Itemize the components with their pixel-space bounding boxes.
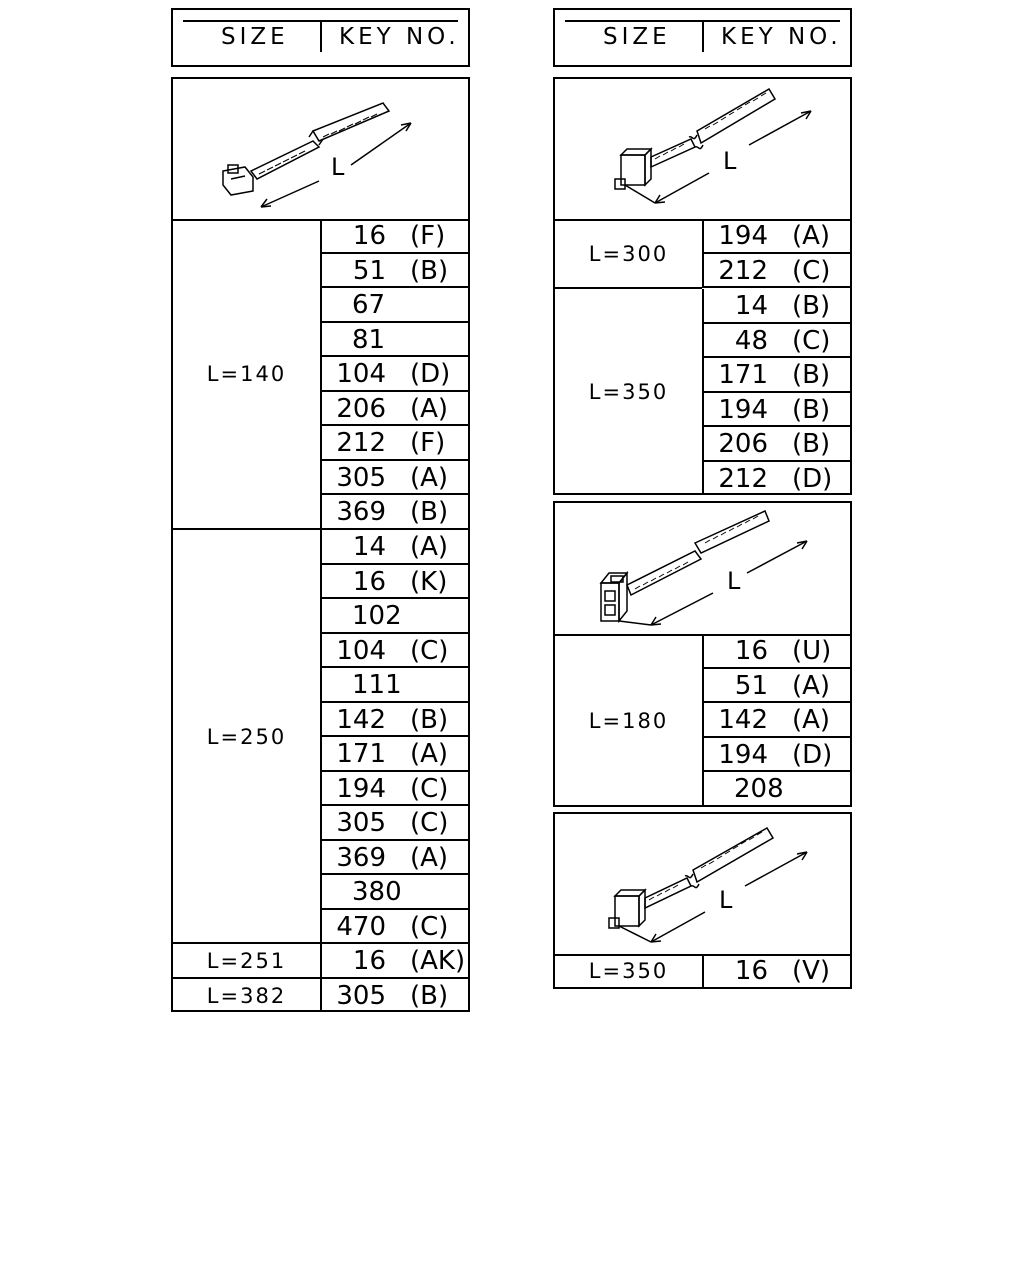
key-number: 16 <box>734 636 768 666</box>
key-number: 206 <box>718 429 768 459</box>
key-row <box>322 495 468 530</box>
key-row <box>322 357 468 392</box>
key-suffix: (D) <box>792 463 833 494</box>
key-row <box>704 219 850 254</box>
key-row <box>704 254 850 289</box>
header-key-label: KEY NO. <box>721 24 842 50</box>
key-number: 16 <box>352 221 386 251</box>
key-row <box>704 954 850 989</box>
key-row <box>704 427 850 462</box>
key-list <box>320 944 468 979</box>
key-number: 305 <box>336 808 386 838</box>
key-number: 369 <box>336 842 386 873</box>
header-divider <box>702 22 704 52</box>
key-number: 206 <box>336 393 386 424</box>
cable-tie-illustration-d <box>555 814 850 956</box>
key-number: 67 <box>352 290 386 320</box>
key-suffix: (B) <box>410 981 449 1011</box>
key-row <box>322 254 468 289</box>
key-suffix: (F) <box>410 428 446 458</box>
cable-tie-drawing <box>555 79 850 219</box>
key-row <box>704 669 850 704</box>
key-suffix: (A) <box>792 705 831 735</box>
key-row <box>322 288 468 323</box>
key-list <box>702 289 850 493</box>
key-number: 194 <box>336 773 386 804</box>
size-cell: L=251 <box>206 949 287 974</box>
header-key-label: KEY NO. <box>339 24 460 50</box>
key-suffix: (A) <box>410 462 449 493</box>
key-row <box>704 462 850 497</box>
key-suffix: (B) <box>410 255 449 286</box>
key-suffix: (C) <box>792 325 831 356</box>
key-number: 305 <box>336 462 386 493</box>
key-row <box>704 772 850 807</box>
key-row <box>322 875 468 910</box>
key-list <box>320 530 468 944</box>
right-parts-table-3 <box>553 812 852 989</box>
key-suffix: (D) <box>792 739 833 770</box>
size-cell: L=250 <box>206 725 287 749</box>
key-row <box>322 323 468 358</box>
key-number: 16 <box>352 946 386 976</box>
size-cell: L=350 <box>588 380 669 404</box>
key-number: 51 <box>352 255 386 286</box>
key-suffix: (A) <box>792 670 831 701</box>
key-number: 194 <box>718 394 768 425</box>
cable-tie-drawing <box>555 814 850 954</box>
key-row <box>322 426 468 461</box>
right-header <box>553 8 852 67</box>
key-suffix: (B) <box>410 704 449 735</box>
key-number: 369 <box>336 497 386 527</box>
left-parts-table <box>171 77 470 1012</box>
right-parts-table-2 <box>553 501 852 807</box>
key-number: 142 <box>718 705 768 735</box>
cable-tie-illustration-c <box>555 503 850 636</box>
key-number: 212 <box>718 463 768 494</box>
left-header <box>171 8 470 67</box>
cable-tie-drawing <box>555 503 850 634</box>
key-number: 470 <box>336 911 386 942</box>
key-row <box>704 358 850 393</box>
header-size-label: SIZE <box>221 24 289 50</box>
key-number: 194 <box>718 221 768 251</box>
key-row <box>322 565 468 600</box>
key-row <box>704 393 850 428</box>
key-suffix: (C) <box>410 808 449 838</box>
dimension-label-l: L <box>723 147 737 175</box>
key-number: 104 <box>336 635 386 666</box>
key-row <box>322 530 468 565</box>
key-suffix: (V) <box>792 956 831 986</box>
key-suffix: (K) <box>410 566 448 597</box>
size-cell: L=180 <box>588 708 669 733</box>
key-number: 212 <box>336 428 386 458</box>
size-cell: L=300 <box>588 241 669 266</box>
key-row <box>322 219 468 254</box>
key-suffix: (A) <box>792 221 831 251</box>
key-row <box>322 910 468 945</box>
key-row <box>322 461 468 496</box>
key-number: 14 <box>352 532 386 562</box>
key-row <box>704 324 850 359</box>
key-suffix: (AK) <box>410 946 466 976</box>
key-suffix: (A) <box>410 739 449 769</box>
key-row <box>322 806 468 841</box>
key-list <box>702 954 850 987</box>
key-suffix: (A) <box>410 393 449 424</box>
key-list <box>320 979 468 1010</box>
key-number: 212 <box>718 255 768 286</box>
key-row <box>322 772 468 807</box>
size-cell: L=382 <box>206 983 287 1008</box>
key-suffix: (B) <box>792 429 831 459</box>
right-parts-table-1 <box>553 77 852 495</box>
header-divider <box>320 22 322 52</box>
key-number: 171 <box>718 360 768 390</box>
key-number: 111 <box>352 670 402 700</box>
key-row <box>322 737 468 772</box>
key-suffix: (C) <box>410 635 449 666</box>
key-suffix: (C) <box>410 911 449 942</box>
key-number: 16 <box>352 566 386 597</box>
key-row <box>322 392 468 427</box>
key-row <box>704 289 850 324</box>
key-number: 102 <box>352 601 402 631</box>
key-number: 142 <box>336 704 386 735</box>
key-suffix: (B) <box>792 360 831 390</box>
key-number: 208 <box>734 774 784 804</box>
key-number: 194 <box>718 739 768 770</box>
key-row <box>322 841 468 876</box>
key-row <box>704 634 850 669</box>
cable-tie-drawing <box>173 79 468 219</box>
key-number: 104 <box>336 359 386 389</box>
size-cell: L=350 <box>588 958 669 983</box>
key-number: 81 <box>352 324 386 355</box>
key-row <box>322 979 468 1014</box>
key-suffix: (A) <box>410 842 449 873</box>
key-suffix: (D) <box>410 359 451 389</box>
key-number: 305 <box>336 981 386 1011</box>
key-row <box>322 703 468 738</box>
key-list <box>702 219 850 288</box>
key-row <box>704 703 850 738</box>
key-row <box>322 668 468 703</box>
key-row <box>704 738 850 773</box>
size-cell: L=140 <box>206 362 287 387</box>
key-suffix: (C) <box>410 773 449 804</box>
key-list <box>320 219 468 530</box>
dimension-label-l: L <box>719 886 733 914</box>
key-suffix: (U) <box>792 636 832 666</box>
key-suffix: (C) <box>792 255 831 286</box>
key-list <box>702 634 850 805</box>
dimension-label-l: L <box>331 153 345 181</box>
key-row <box>322 599 468 634</box>
cable-tie-illustration-b <box>555 79 850 221</box>
key-number: 16 <box>734 956 768 986</box>
key-suffix: (B) <box>792 394 831 425</box>
cable-tie-illustration-a <box>173 79 468 221</box>
key-row <box>322 944 468 979</box>
key-number: 48 <box>734 325 768 356</box>
key-number: 14 <box>734 291 768 321</box>
key-number: 51 <box>734 670 768 701</box>
key-row <box>322 634 468 669</box>
key-number: 171 <box>336 739 386 769</box>
key-suffix: (B) <box>410 497 449 527</box>
key-suffix: (A) <box>410 532 449 562</box>
key-suffix: (B) <box>792 291 831 321</box>
key-number: 380 <box>352 877 402 907</box>
dimension-label-l: L <box>727 567 741 595</box>
header-size-label: SIZE <box>603 24 671 50</box>
key-suffix: (F) <box>410 221 446 251</box>
